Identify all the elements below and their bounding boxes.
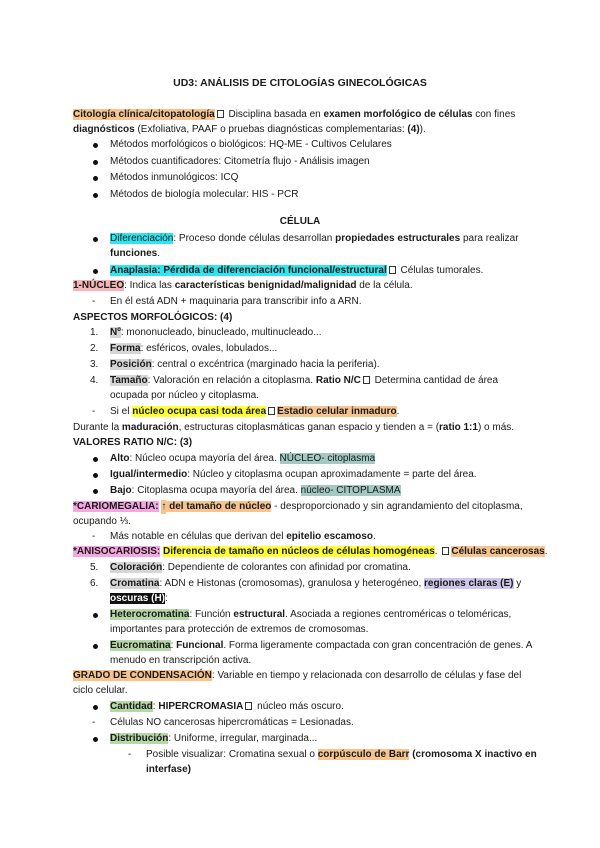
text: Más notable en células que derivan del [110,531,287,542]
bullet-icon [93,644,98,649]
arrow-box-icon [389,266,396,274]
text: : Valoración en relación a citoplasma. [147,375,316,386]
intro-line-1 [73,108,515,122]
ratio-heading: VALORES RATIO N/C: (3) [73,437,193,448]
text: Si el [110,406,133,417]
highlight: núcleo- CITOPLASMA [300,485,401,496]
arrow-up-icon: ↑ [161,501,167,512]
text: : Dependiente de colorantes con afinidad por cromatina. [162,562,411,573]
aspecto-item [110,561,411,575]
aspectos-heading: ASPECTOS MORFOLÓGICOS: (4) [73,312,233,323]
intro-bold: diagnósticos [73,124,135,135]
bold-text: (cromosoma X inactivo en [409,749,537,760]
aspecto-item [110,326,322,340]
term-anaplasia: Anaplasia: Pérdida de diferenciación funcional/estructural [110,265,387,276]
highlight: NÚCLEO- citoplasma [279,453,376,464]
intro-line-2 [73,123,426,137]
list-number: 1. [90,327,99,338]
bold-text: funciones [110,248,158,259]
text: : [170,640,177,651]
anisocariosis-line [73,545,548,559]
arrow-box-icon [217,110,224,118]
highlight: regiones claras (E) [424,578,514,589]
text: . [396,406,400,417]
term: Cantidad [110,701,153,712]
term: Tamaño [110,375,148,386]
highlight: oscuras (H) [110,593,166,604]
bullet-icon [93,613,98,618]
anaplasia-line [110,264,483,278]
text: : ADN e Histonas (cromosomas), granulosa y heterogéneo, [159,578,425,589]
text: Células tumorales. [397,265,484,276]
distribucion-sub-cont: interfase) [146,764,192,775]
page-title: UD3: ANÁLISIS DE CITOLOGÍAS GINECOLÓGICAS [173,77,427,89]
text: : Indica las [124,280,175,291]
text: : esféricos, ovales, lobulados... [140,343,278,354]
text: : Proceso donde células desarrollan [173,233,336,244]
section-heading-celula: CÉLULA [279,216,321,227]
intro-bold: examen morfológico de células [323,109,473,120]
aspecto-item-cont [110,592,168,606]
method-item: Métodos morfológicos o biológicos: HQ-ME - Cultivos Celulares [110,139,392,150]
text: . [434,546,441,557]
dash-icon: - [92,406,96,417]
bullet-icon [93,489,98,494]
heterocromatina-cont: importantes para protección de extremos de cromosomas. [110,624,369,635]
method-item: Métodos cuantificadores: Citometría flujo - Análisis imagen [110,156,370,167]
term: Alto [110,453,130,464]
bullet-icon [93,473,98,478]
list-number: 4. [90,375,99,386]
diferenciacion-line-2 [110,247,160,261]
bold-text: Funcional [176,640,224,651]
term-diferenciacion: Diferenciación [110,233,174,244]
text: . Forma ligeramente compactada con gran concentración de genes. A [223,640,533,651]
distribucion-line [110,732,317,746]
intro-text: con fines [472,109,516,120]
distribucion-sub [146,748,537,762]
text: : Función [189,609,234,620]
text: . [157,248,161,259]
bullet-icon [93,269,98,274]
nucleo-line [73,279,413,293]
term-nucleo: 1-NÚCLEO [73,280,125,291]
bold-text: Ratio N/C [315,375,361,386]
bold-text: estructural [233,609,286,620]
method-item: Métodos inmunológicos: ICQ [110,172,239,183]
ratio-item [110,452,375,466]
text: : [165,593,168,604]
bullet-icon [93,160,98,165]
term: Posición [110,359,152,370]
term: Eucromatina [110,640,171,651]
text: : central o excéntrica (marginado hacia la periferia). [151,359,380,370]
highlight: Diferencia de tamaño en núcleos de células homogéneas [163,546,435,557]
text: : Núcleo y citoplasma ocupan aproximadamente = parte del área. [187,469,477,480]
cariomegalia-line [73,500,523,514]
text: Durante la [73,422,122,433]
term: Distribución [110,733,169,744]
text: - desproporcionado y sin agrandamiento del citoplasma, [271,501,523,512]
term: Forma [110,343,141,354]
diferenciacion-line [110,232,519,246]
bold-text: HIPERCROMASIA [158,701,244,712]
term: Coloración [110,562,163,573]
highlight: Estadio celular inmaduro [277,406,397,417]
bullet-icon [93,737,98,742]
grado-dash: Células NO cancerosas hipercromáticas = Lesionadas. [110,717,354,728]
bullet-icon [93,237,98,242]
text: : mononucleado, binucleado, multinucleado... [120,327,322,338]
term: Bajo [110,485,132,496]
term-citologia: Citología clínica/citopatología [73,109,215,120]
text: y [513,578,522,589]
highlight: núcleo ocupa casi toda área [132,406,267,417]
text: : Núcleo ocupa mayoría del área. [129,453,280,464]
term: Cromatina [110,578,160,589]
term-anisocariosis: *ANISOCARIOSIS: [73,546,161,557]
eucromatina-cont: menudo en transcripción activa. [110,655,252,666]
bullet-icon [93,705,98,710]
list-number: 5. [90,562,99,573]
bold-text: propiedades estructurales [335,233,461,244]
dash-icon: - [92,717,96,728]
bold-text: ratio 1:1 [439,422,478,433]
text: Determina cantidad de área [371,375,499,386]
text: , estructuras citoplasmáticas ganan espacio y tienden a = ( [178,422,440,433]
bullet-icon [93,143,98,148]
arrow-box-icon [363,376,370,384]
bullet-icon [93,457,98,462]
term: Nº [110,327,121,338]
text: . [544,546,548,557]
text: para realizar [460,233,519,244]
bold-text: epitelio escamoso [286,531,373,542]
intro-text: ). [419,124,426,135]
text: : Citoplasma ocupa mayoría del área. [131,485,301,496]
eucromatina-line [110,639,532,653]
highlight: Células cancerosas [451,546,545,557]
dash-icon: - [92,296,96,307]
arrow-box-icon [442,547,449,555]
intro-text: Disciplina basada en [225,109,324,120]
grado-line [73,669,521,683]
grado-cont: ciclo celular. [73,685,128,696]
heterocromatina-line [110,608,511,622]
ratio-item [110,468,477,482]
aspecto-dash [110,405,399,419]
text: : Variable en tiempo y relacionada con desarrollo de células y fase del [211,670,522,681]
cantidad-line [110,700,344,714]
cariomegalia-dash [110,530,376,544]
nucleo-dash-text: En él está ADN + maquinaria para transcribir info a ARN. [110,296,362,307]
highlight: corpúsculo de Barr [317,749,410,760]
dash-icon: - [128,749,132,760]
bold-text: características benignidad/malignidad [174,280,357,291]
text: núcleo más oscuro. [254,701,344,712]
intro-bold: (4) [407,124,420,135]
highlight: del tamaño de núcleo [166,501,272,512]
aspecto-item-cont: ocupada por núcleo y citoplasma. [110,390,259,401]
term-grado: GRADO DE CONDENSACIÓN [73,670,212,681]
aspecto-item [110,358,380,372]
aspecto-item [110,342,277,356]
aspecto-item [110,577,521,591]
text: . [372,531,376,542]
intro-text: (Exfoliativa, PAAF o pruebas diagnósticas complementarias: [134,124,408,135]
cariomegalia-cont: ocupando ⅓. [73,516,131,527]
text: : Uniforme, irregular, marginada... [168,733,318,744]
arrow-box-icon [245,702,252,710]
text: ) o más. [477,422,515,433]
method-item: Métodos de biología molecular: HIS - PCR [110,189,299,200]
term-cariomegalia: *CARIOMEGALIA: [73,501,159,512]
dash-icon: - [92,531,96,542]
bullet-icon [93,176,98,181]
arrow-box-icon [268,407,275,415]
text: Posible visualizar: Cromatina sexual o [146,749,318,760]
term: Heterocromatina [110,609,190,620]
list-number: 6. [90,578,99,589]
maduracion-line [73,421,514,435]
text: : [152,701,159,712]
bold-text: maduración [121,422,179,433]
list-number: 3. [90,359,99,370]
term: Igual/intermedio [110,469,188,480]
ratio-item [110,484,401,498]
aspecto-item [110,374,498,388]
text: . Asociada a regiones centroméricas o teloméricas, [285,609,512,620]
list-number: 2. [90,343,99,354]
bullet-icon [93,193,98,198]
text: de la célula. [356,280,413,291]
